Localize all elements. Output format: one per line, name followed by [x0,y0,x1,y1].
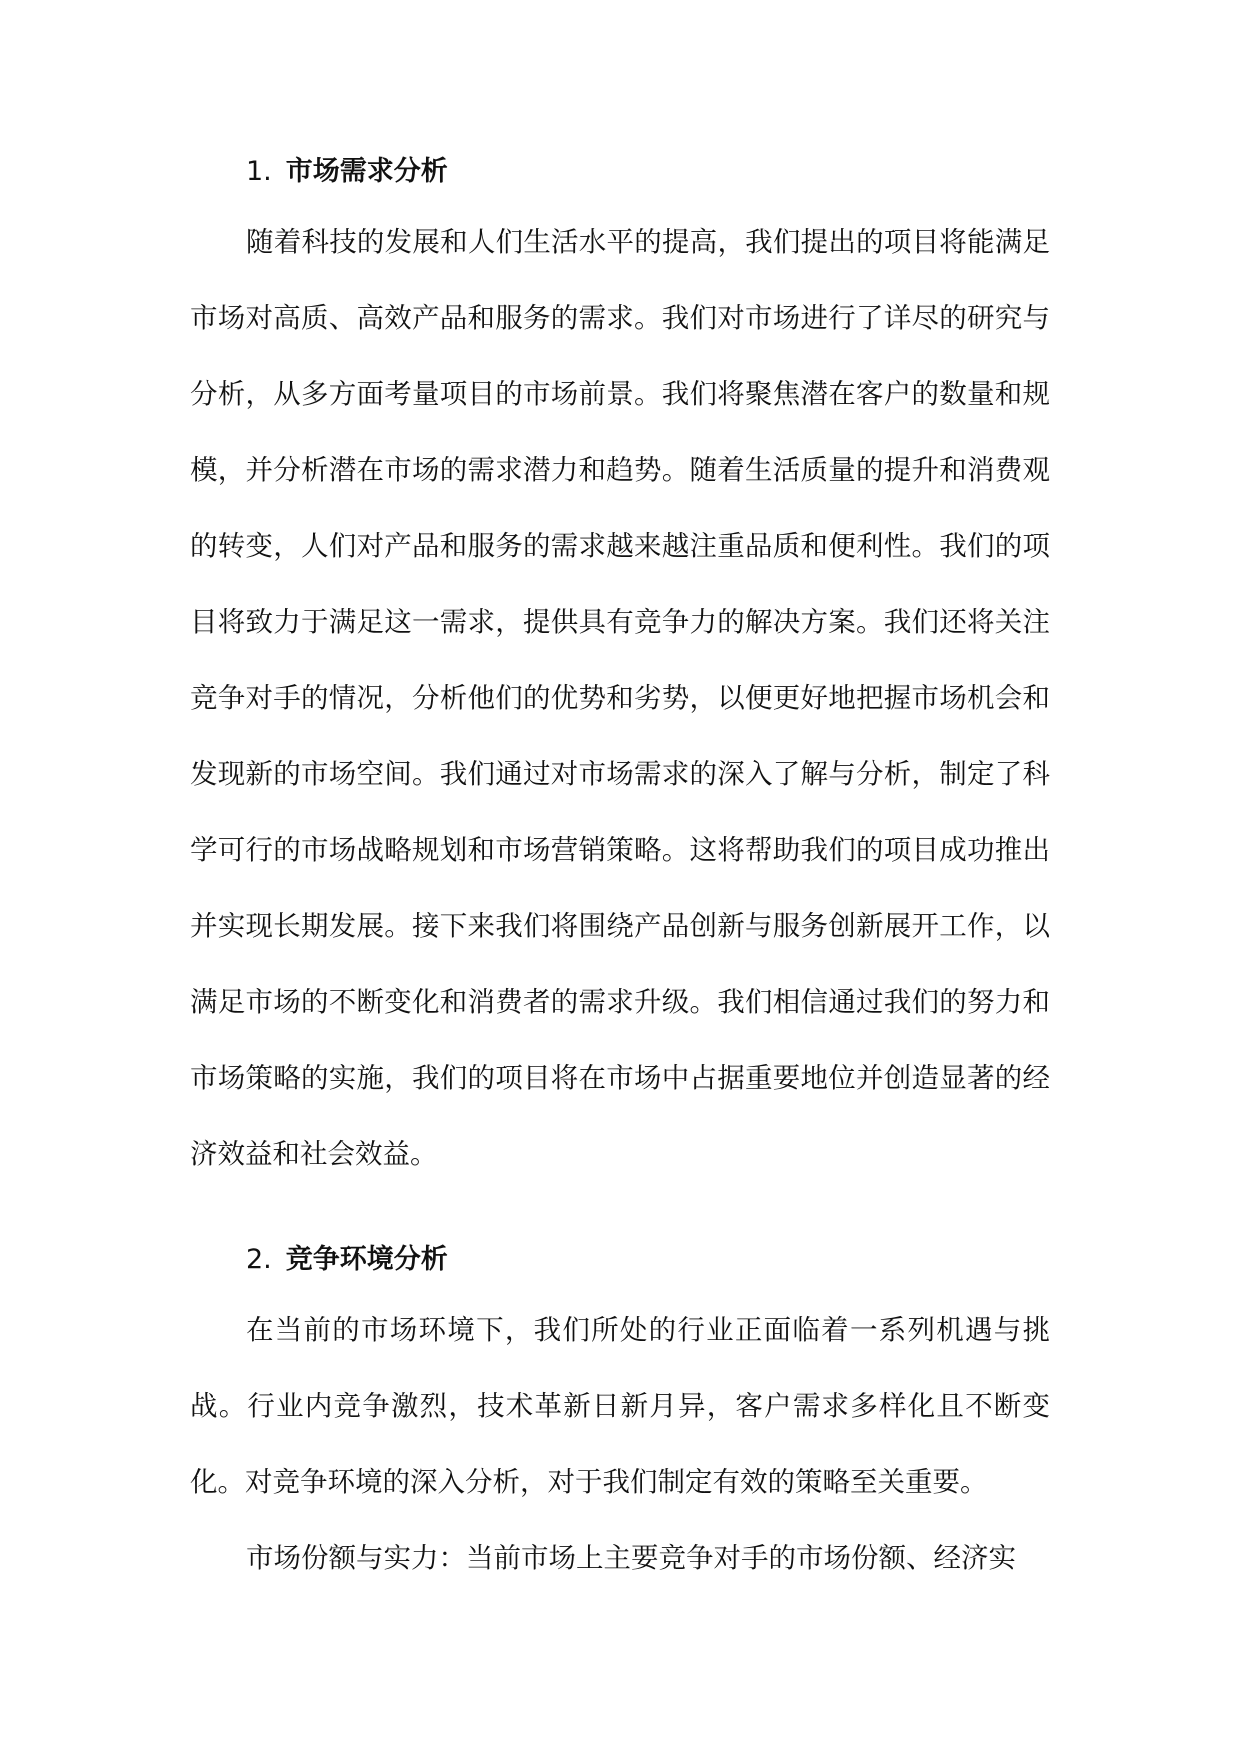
section-number: 1. [246,156,272,187]
section-title: 竞争环境分析 [285,1244,448,1275]
paragraph-market-demand: 随着科技的发展和人们生活水平的提高，我们提出的项目将能满足市场对高质、高效产品和服务的需求。我们对市场进行了详尽的研究与分析，从多方面考量项目的市场前景。我们将聚焦潜在客户的数量和规模，并分析潜在市场的需求潜力和趋势。随着生活质量的提升和消费观的转变，人们对产品和服务的需求越来越注重品质和便利性。我们的项目将致力于满足这一需求，提供具有竞争力的解决方案。我们还将关注竞争对手的情况，分析他们的优势和劣势，以便更好地把握市场机会和发现新的市场空间。我们通过对市场需求的深入了解与分析，制定了科学可行的市场战略规划和市场营销策略。这将帮助我们的项目成功推出并实现长期发展。接下来我们将围绕产品创新与服务创新展开工作，以满足市场的不断变化和消费者的需求升级。我们相信通过我们的努力和市场策略的实施，我们的项目将在市场中占据重要地位并创造显著的经济效益和社会效益。 [190,226,1050,1170]
paragraph-competition-intro: 在当前的市场环境下，我们所处的行业正面临着一系列机遇与挑战。行业内竞争激烈，技术革新日新月异，客户需求多样化且不断变化。对竞争环境的深入分析，对于我们制定有效的策略至关重要。 [190,1314,1050,1498]
section-number: 2. [246,1244,272,1275]
paragraph-market-share: 市场份额与实力：当前市场上主要竞争对手的市场份额、经济实 [246,1542,1016,1574]
document-body [190,140,1050,1596]
section-title: 市场需求分析 [285,156,448,187]
section-heading-competition [190,1228,1050,1292]
section-spacer [190,1192,1050,1228]
section-heading-market-demand [190,140,1050,204]
